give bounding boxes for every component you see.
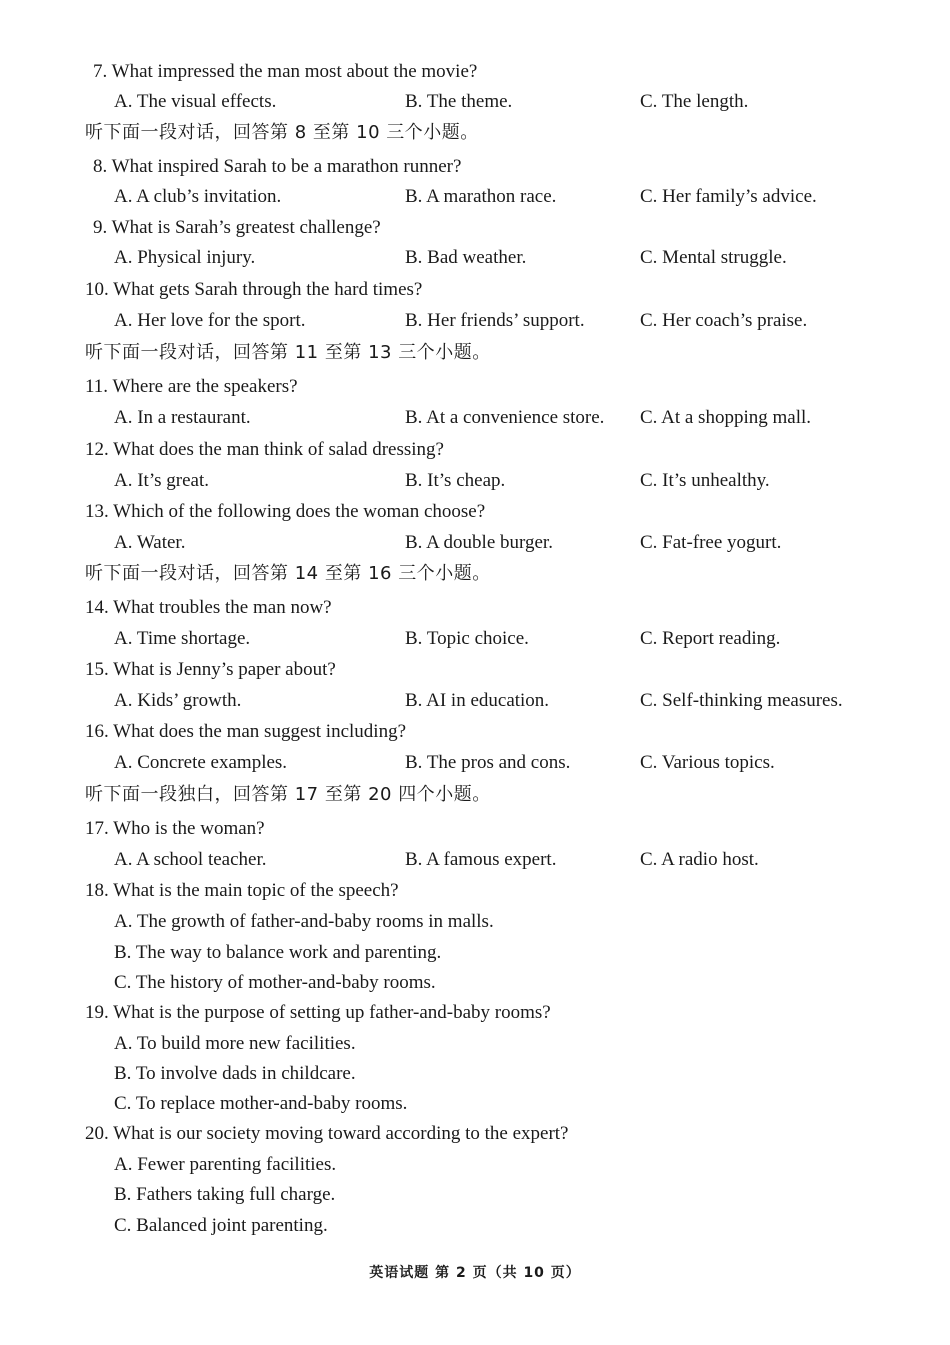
option-b: B. At a convenience store.: [405, 407, 605, 428]
options-row: [0, 469, 950, 493]
option-b: B. Bad weather.: [405, 247, 527, 268]
option-b: B. A famous expert.: [405, 849, 557, 870]
option-b: B. A marathon race.: [405, 186, 557, 207]
options-row: [0, 309, 950, 333]
option-b: B. Her friends’ support.: [405, 310, 585, 331]
option-c: C. A radio host.: [640, 849, 759, 870]
options-row: [0, 406, 950, 430]
question-text: 12. What does the man think of salad dressing?: [85, 439, 444, 460]
section-instruction: 听下面一段对话，回答第 8 至第 10 三个小题。: [85, 122, 479, 143]
option-a: A. Time shortage.: [114, 628, 251, 649]
question-text: 8. What inspired Sarah to be a marathon runner?: [93, 156, 462, 177]
page-footer: 英语试题 第 2 页（共 10 页）: [369, 1265, 581, 1281]
question-text: 18. What is the main topic of the speech?: [85, 880, 399, 901]
options-row: [0, 90, 950, 114]
option-line: A. Fewer parenting facilities.: [114, 1154, 337, 1175]
question-text: 19. What is the purpose of setting up father-and-baby rooms?: [85, 1002, 551, 1023]
question-text: 17. Who is the woman?: [85, 818, 265, 839]
question-text: 20. What is our society moving toward according to the expert?: [85, 1123, 569, 1144]
options-row: [0, 848, 950, 872]
option-b: B. A double burger.: [405, 532, 553, 553]
option-a: A. Her love for the sport.: [114, 310, 306, 331]
options-row: [0, 185, 950, 209]
question-text: 11. Where are the speakers?: [85, 376, 298, 397]
option-b: B. It’s cheap.: [405, 470, 506, 491]
option-line: B. To involve dads in childcare.: [114, 1063, 356, 1084]
option-c: C. Fat-free yogurt.: [640, 532, 782, 553]
option-c: C. The length.: [640, 91, 749, 112]
option-line: C. The history of mother-and-baby rooms.: [114, 972, 436, 993]
option-a: A. In a restaurant.: [114, 407, 251, 428]
option-a: A. Kids’ growth.: [114, 690, 242, 711]
question-text: 7. What impressed the man most about the movie?: [93, 61, 478, 82]
question-text: 14. What troubles the man now?: [85, 597, 332, 618]
option-b: B. AI in education.: [405, 690, 550, 711]
options-row: [0, 246, 950, 270]
options-row: [0, 531, 950, 555]
option-c: C. Her family’s advice.: [640, 186, 817, 207]
option-c: C. Her coach’s praise.: [640, 310, 808, 331]
option-a: A. Physical injury.: [114, 247, 256, 268]
question-text: 13. Which of the following does the woman choose?: [85, 501, 486, 522]
option-line: A. To build more new facilities.: [114, 1033, 356, 1054]
option-a: A. A school teacher.: [114, 849, 267, 870]
option-c: C. Mental struggle.: [640, 247, 787, 268]
option-a: A. Water.: [114, 532, 186, 553]
option-c: C. It’s unhealthy.: [640, 470, 770, 491]
section-instruction: 听下面一段独白，回答第 17 至第 20 四个小题。: [85, 784, 491, 805]
section-instruction: 听下面一段对话，回答第 11 至第 13 三个小题。: [85, 342, 491, 363]
option-c: C. Various topics.: [640, 752, 775, 773]
option-a: A. The visual effects.: [114, 91, 277, 112]
option-c: C. Report reading.: [640, 628, 781, 649]
option-line: A. The growth of father-and-baby rooms in malls.: [114, 911, 494, 932]
question-text: 10. What gets Sarah through the hard times?: [85, 279, 423, 300]
section-instruction: 听下面一段对话，回答第 14 至第 16 三个小题。: [85, 563, 491, 584]
options-row: [0, 627, 950, 651]
option-line: C. Balanced joint parenting.: [114, 1215, 328, 1236]
options-row: [0, 689, 950, 713]
option-a: A. A club’s invitation.: [114, 186, 282, 207]
options-row: [0, 751, 950, 775]
option-c: C. Self-thinking measures.: [640, 690, 843, 711]
option-a: A. Concrete examples.: [114, 752, 288, 773]
option-line: B. The way to balance work and parenting.: [114, 942, 442, 963]
option-b: B. The pros and cons.: [405, 752, 571, 773]
question-text: 16. What does the man suggest including?: [85, 721, 407, 742]
option-b: B. The theme.: [405, 91, 513, 112]
question-text: 15. What is Jenny’s paper about?: [85, 659, 336, 680]
question-text: 9. What is Sarah’s greatest challenge?: [93, 217, 381, 238]
option-line: B. Fathers taking full charge.: [114, 1184, 336, 1205]
option-line: C. To replace mother-and-baby rooms.: [114, 1093, 408, 1114]
option-c: C. At a shopping mall.: [640, 407, 811, 428]
option-b: B. Topic choice.: [405, 628, 529, 649]
option-a: A. It’s great.: [114, 470, 209, 491]
